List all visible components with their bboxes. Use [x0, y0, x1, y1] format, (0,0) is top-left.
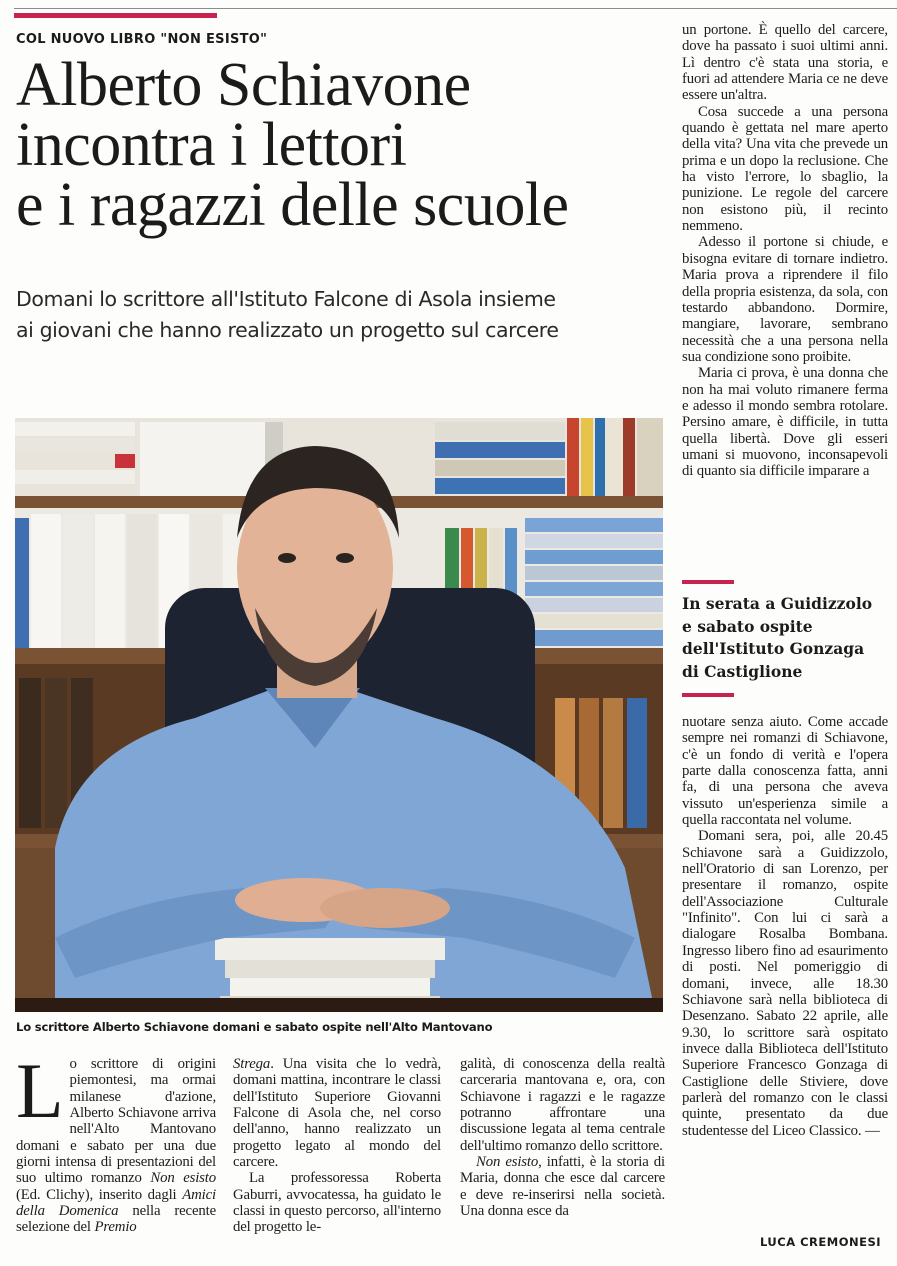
book-title: Non esisto — [476, 1154, 539, 1171]
author-photo — [15, 418, 663, 1012]
body-column-2 — [233, 1056, 441, 1236]
body-paragraph: Cosa succede a una persona quando è gettata nel mare aperto della vita? Una vita che prevede un prima e un dopo la reclusione. Che ha visto l'errore, lo sbaglio, la punizione. Le regole del carcere non esistono più, il recinto nemmeno. — [682, 103, 888, 235]
byline: LUCA CREMONESI — [760, 1235, 882, 1249]
subheadline — [16, 284, 656, 346]
subhead-line-1: Domani lo scrittore all'Istituto Falcone di Asola insieme — [16, 287, 556, 311]
book-title: Non esisto — [150, 1170, 216, 1187]
kicker-accent-bar — [14, 13, 217, 18]
box-title: In serata a Guidizzolo e sabato ospite dell'Istituto Gonzaga di Castiglione — [682, 594, 873, 681]
box-bottom-bar — [682, 693, 734, 697]
drop-cap: L — [16, 1047, 64, 1134]
side-column-bottom — [682, 714, 888, 1139]
box-accent-bar — [682, 580, 734, 584]
body-paragraph: un portone. È quello del carcere, dove ha passato i suoi ultimi anni. Lì dentro c'è stata una storia, e fuori ad attendere Maria ce ne deve essere un'altra. — [682, 22, 888, 104]
headline-line-1: Alberto Schiavone — [16, 51, 471, 119]
headline-line-3: e i ragazzi delle scuole — [16, 171, 569, 239]
body-paragraph: galità, di conoscenza della realtà carceraria mantovana e, ora, con Schiavone i ragazzi e le ragazze potranno affrontare una discussione legata al tema centrale dell'ultimo romanzo dello scrittore. — [460, 1056, 665, 1154]
body-column-3 — [460, 1056, 665, 1219]
headline-line-2: incontra i lettori — [16, 111, 407, 179]
body-paragraph: Non esisto, infatti, è la storia di Maria, donna che esce dal carcere e deve re-inserirsi nella società. Una donna esce da — [460, 1154, 665, 1220]
headline — [16, 51, 656, 239]
body-paragraph: Strega. Una visita che lo vedrà, domani mattina, incontrare le classi dell'Istituto Superiore Giovanni Falcone di Asola che, nel corso dell'anno, hanno realizzato un progetto legato al mondo del carcere. — [233, 1056, 441, 1171]
body-paragraph: Maria ci prova, è una donna che non ha mai voluto rimanere ferma e adesso il mondo sembra rotolare. Persino amare, è difficile, in tutta quella libertà. Dove gli esseri umani si muovono, inconsapevoli di quanto sia difficile imparare a — [682, 365, 888, 480]
top-rule — [14, 8, 897, 9]
side-column-top — [682, 22, 888, 480]
body-paragraph: nuotare senza aiuto. Come accade sempre nei romanzi di Schiavone, c'è un fondo di verità e l'opera parte dalla conoscenza fatta, anni fa, di una persona che aveva vissuto un'esperienza simile a quella raccontata nel volume. — [682, 714, 888, 829]
kicker: COL NUOVO LIBRO "NON ESISTO" — [16, 32, 268, 47]
body-column-1 — [16, 1047, 217, 1236]
subhead-line-2: ai giovani che hanno realizzato un progetto sul carcere — [16, 318, 559, 342]
body-paragraph: Lo scrittore di origini piemontesi, ma ormai milanese d'azione, Alberto Schiavone arriva nell'Alto Mantovano domani e sabato per una due giorni intensa di presentazioni del suo ultimo romanzo Non esisto (Ed. Clichy), inserito dagli Amici della Domenica nella recente selezione del Premio — [16, 1047, 217, 1236]
photo-caption: Lo scrittore Alberto Schiavone domani e sabato ospite nell'Alto Mantovano — [16, 1020, 493, 1034]
body-paragraph: La professoressa Roberta Gaburri, avvocatessa, ha guidato le classi in questo percorso, all'interno del progetto le- — [233, 1170, 441, 1236]
body-paragraph: Domani sera, poi, alle 20.45 Schiavone sarà a Guidizzolo, nell'Oratorio di san Lorenzo, per presentare il romanzo, ospite dell'Associazione Culturale "Infinito". Con lui ci sarà a dialogare Rosalba Bombana. Ingresso libero fino ad esaurimento di posti. Nel pomeriggio di domani, invece, alle 18.30 Schiavone sarà nella biblioteca di Desenzano. Sabato 22 aprile, alle 9.30, lo scrittore sarà ospitato invece dalla Biblioteca dell'Istituto Superiore Francesco Gonzaga di Castiglione delle Stiviere, dove parlerà del romanzo con le classi quinte, presentato da due studentesse del Liceo Classico. — — [682, 828, 888, 1139]
body-paragraph: Adesso il portone si chiude, e bisogna evitare di tornare indietro. Maria prova a riprendere il filo della propria esistenza, da sola, con testardo abbandono. Dormire, mangiare, lavorare, sembrano necessità che a una persona nella sua condizione sono proibite. — [682, 234, 888, 365]
